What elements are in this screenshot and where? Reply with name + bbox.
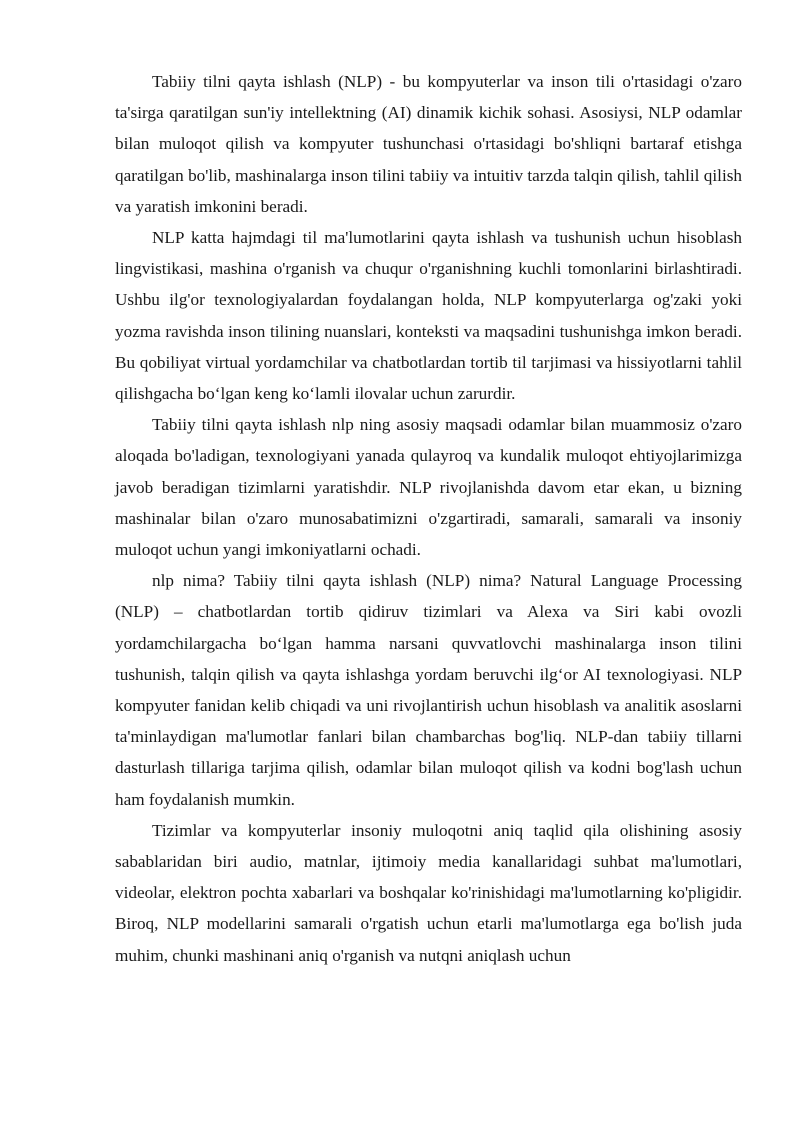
paragraph-data-volume: Tizimlar va kompyuterlar insoniy muloqotni aniq taqlid qila olishining asosiy sabablaridan biri audio, matnlar, ijtimoiy media kanallaridagi suhbat ma'lumotlari, videolar, elektron pochta xabarlari va boshqalar ko'rinishidagi ma'lumotlarning ko'pligidir. Biroq, NLP modellarini samarali o'rgatish uchun etarli ma'lumotlarga ega bo'lish juda muhim, chunki mashinani aniq o'rganish va nutqni aniqlash uchun: [115, 820, 742, 965]
paragraph-nlp-definition: Tabiiy tilni qayta ishlash (NLP) - bu kompyuterlar va inson tili o'rtasidagi o'zaro ta'sirga qaratilgan sun'iy intellektning (AI) dinamik kichik sohasi. Asosiysi, NLP odamlar bilan muloqot qilish va kompyuter tushunchasi o'rtasidagi bo'shliqni bartaraf etishga qaratilgan bo'lib, mashinalarga inson tilini tabiiy va intuitiv tarzda talqin qilish, tahlil qilish va yaratish imkonini beradi.: [115, 72, 742, 216]
paragraph-what-is-nlp: nlp nima? Tabiiy tilni qayta ishlash (NLP) nima? Natural Language Processing (NLP) – chatbotlardan tortib qidiruv tizimlari va Alexa va Siri kabi ovozli yordamchilargacha bo‘lgan hamma narsani quvvatlovchi mashinalarga inson tilini tushunish, talqin qilish va qayta ishlashga yordam beruvchi ilg‘or AI texnologiyasi. NLP kompyuter fanidan kelib chiqadi va uni rivojlantirish uchun hisoblash va analitik asoslarni ta'minlaydigan ma'lumotlar fanlari bilan chambarchas bog'liq. NLP-dan tabiiy tillarni dasturlash tillariga tarjima qilish, odamlar bilan muloqot qilish va kodni bog'lash uchun ham foydalanish mumkin.: [115, 571, 742, 809]
paragraph-nlp-components: NLP katta hajmdagi til ma'lumotlarini qayta ishlash va tushunish uchun hisoblash lingvistikasi, mashina o'rganish va chuqur o'rganishning kuchli tomonlarini birlashtiradi. Ushbu ilg'or texnologiyalardan foydalangan holda, NLP kompyuterlarga og'zaki yoki yozma ravishda inson tilining nuanslari, konteksti va maqsadini tushunishga imkon beradi. Bu qobiliyat virtual yordamchilar va chatbotlardan tortib til tarjimasi va hissiyotlarni tahlil qilishgacha bo‘lgan keng ko‘lamli ilovalar uchun zarurdir.: [115, 228, 742, 404]
paragraph-nlp-goal: Tabiiy tilni qayta ishlash nlp ning asosiy maqsadi odamlar bilan muammosiz o'zaro aloqada bo'ladigan, texnologiyani yanada qulayroq va kundalik muloqot ehtiyojlarimizga javob beradigan tizimlarni yaratishdir. NLP rivojlanishda davom etar ekan, u bizning mashinalar bilan o'zaro munosabatimizni o'zgartiradi, samarali, samarali va insoniy muloqot uchun yangi imkoniyatlarni ochadi.: [115, 415, 742, 560]
document-page: [115, 66, 742, 971]
